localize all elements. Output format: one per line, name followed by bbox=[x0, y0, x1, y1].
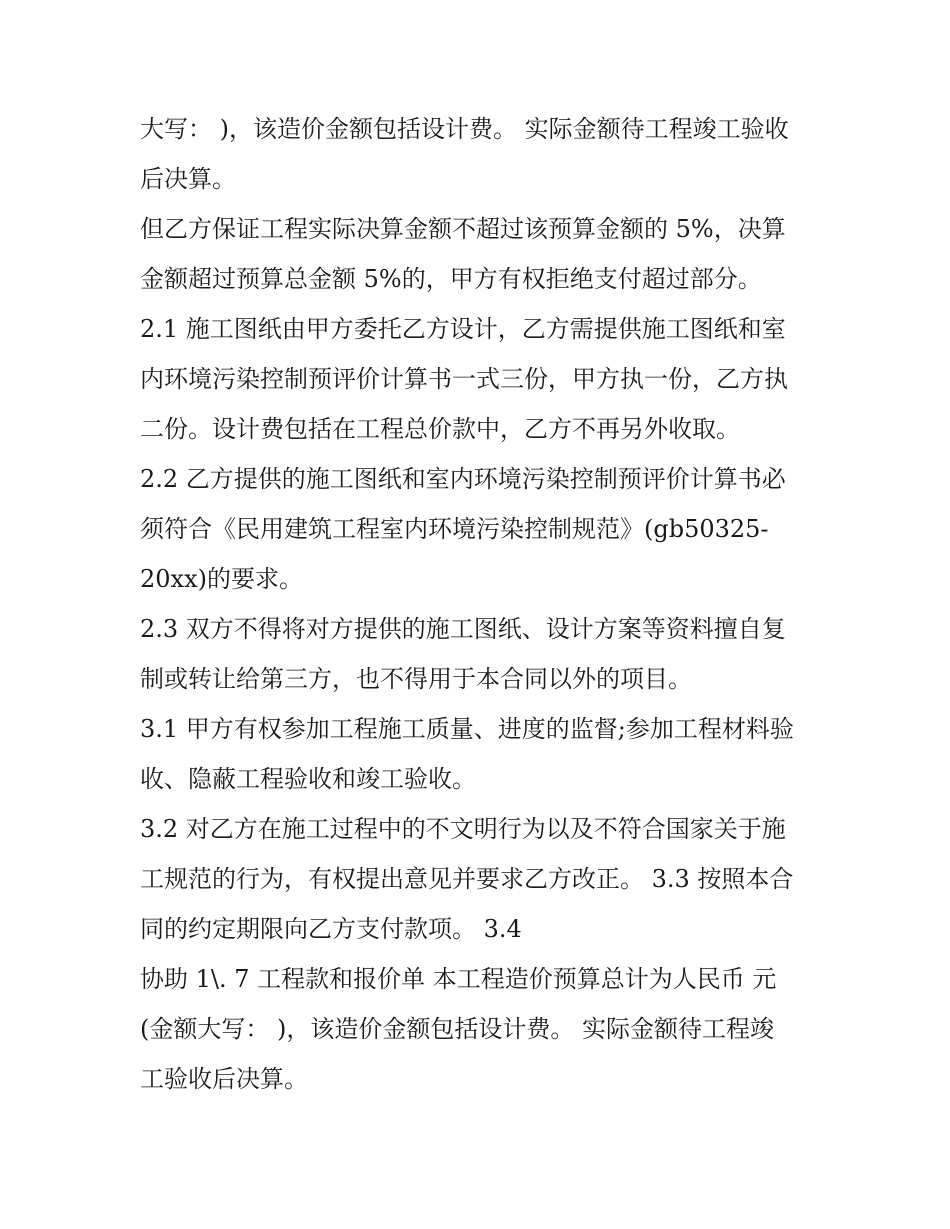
text-line: 2.2 乙方提供的施工图纸和室内环境污染控制预评价计算书必 bbox=[140, 465, 786, 493]
text-line: 须符合《民用建筑工程室内环境污染控制规范》(gb50325- bbox=[140, 515, 769, 543]
document-body bbox=[140, 104, 830, 1104]
text-line: 3.2 对乙方在施工过程中的不文明行为以及不符合国家关于施 bbox=[140, 815, 786, 843]
text-line: 制或转让给第三方，也不得用于本合同以外的项目。 bbox=[140, 665, 692, 693]
text-line: 内环境污染控制预评价计算书一式三份，甲方执一份，乙方执 bbox=[140, 365, 788, 393]
text-line: 工验收后决算。 bbox=[140, 1065, 308, 1093]
text-line: 20xx)的要求。 bbox=[140, 565, 303, 593]
text-line: 但乙方保证工程实际决算金额不超过该预算金额的 5%，决算 bbox=[140, 215, 786, 243]
text-line: 后决算。 bbox=[140, 165, 236, 193]
text-line: 二份。设计费包括在工程总价款中，乙方不再另外收取。 bbox=[140, 415, 740, 443]
text-line: 同的约定期限向乙方支付款项。 3.4 bbox=[140, 915, 522, 943]
text-line: (金额大写： )，该造价金额包括设计费。 实际金额待工程竣 bbox=[140, 1015, 774, 1043]
text-line: 收、隐蔽工程验收和竣工验收。 bbox=[140, 765, 476, 793]
text-line: 3.1 甲方有权参加工程施工质量、进度的监督;参加工程材料验 bbox=[140, 715, 794, 743]
text-line: 金额超过预算总金额 5%的，甲方有权拒绝支付超过部分。 bbox=[140, 265, 762, 293]
text-line: 协助 1\. 7 工程款和报价单 本工程造价预算总计为人民币 元 bbox=[140, 965, 777, 993]
text-line: 2.1 施工图纸由甲方委托乙方设计，乙方需提供施工图纸和室 bbox=[140, 315, 786, 343]
text-line: 工规范的行为，有权提出意见并要求乙方改正。 3.3 按照本合 bbox=[140, 865, 794, 893]
text-line: 大写： )，该造价金额包括设计费。 实际金额待工程竣工验收 bbox=[140, 115, 789, 143]
text-line: 2.3 双方不得将对方提供的施工图纸、设计方案等资料擅自复 bbox=[140, 615, 786, 643]
